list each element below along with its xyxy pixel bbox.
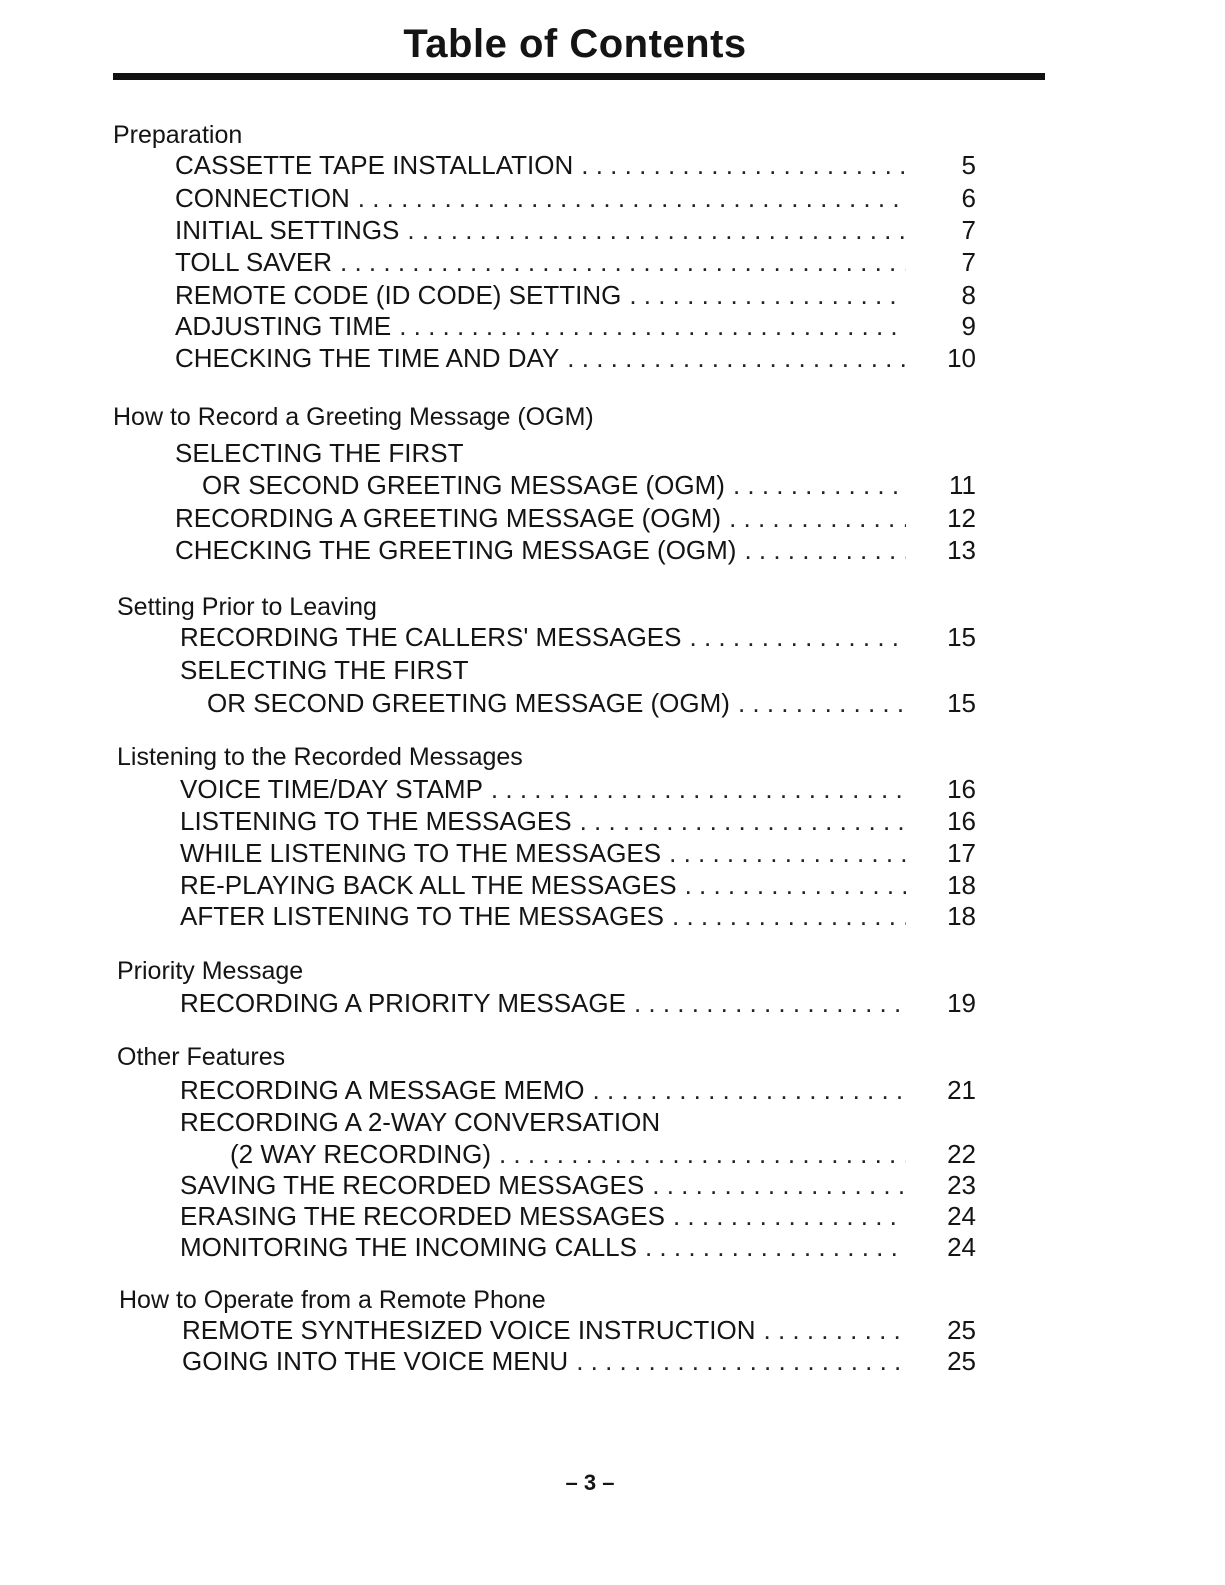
leader-dots (580, 806, 906, 837)
leader-dots (407, 215, 906, 246)
leader-dots (358, 183, 906, 214)
toc-entry-label: CHECKING THE TIME AND DAY (175, 343, 560, 373)
toc-entry-label: INITIAL SETTINGS (175, 215, 400, 245)
leader-dots (567, 343, 906, 374)
toc-entry[interactable] (182, 1315, 990, 1347)
toc-entry[interactable] (207, 688, 990, 720)
page-title: Table of Contents (403, 22, 747, 66)
toc-entry-page: 17 (947, 838, 976, 868)
toc-entry[interactable] (180, 622, 990, 654)
leader-dots (576, 1346, 906, 1377)
leader-dots (634, 988, 906, 1019)
toc-entry[interactable] (175, 183, 990, 215)
toc-entry[interactable] (180, 774, 990, 806)
leader-dots (499, 1139, 906, 1170)
toc-entry-label: RECORDING A MESSAGE MEMO (180, 1075, 585, 1105)
toc-entry-page: 23 (947, 1170, 976, 1200)
toc-entry[interactable] (202, 470, 990, 502)
leader-dots (645, 1232, 906, 1263)
toc-entry-label: GOING INTO THE VOICE MENU (182, 1346, 569, 1376)
toc-entry-page: 25 (947, 1315, 976, 1345)
toc-entry-label: (2 WAY RECORDING) (230, 1139, 491, 1169)
toc-entry-page: 8 (961, 280, 976, 310)
leader-dots (593, 1075, 906, 1106)
leader-dots (764, 1315, 907, 1346)
section-heading-remote: How to Operate from a Remote Phone (119, 1286, 546, 1314)
leader-dots (399, 311, 906, 342)
leader-dots (581, 150, 906, 181)
leader-dots (690, 622, 907, 653)
toc-entry-label: ERASING THE RECORDED MESSAGES (180, 1201, 665, 1231)
toc-entry-label: MONITORING THE INCOMING CALLS (180, 1232, 637, 1262)
section-heading-greeting: How to Record a Greeting Message (OGM) (113, 403, 594, 431)
leader-dots (738, 688, 906, 719)
toc-entry-label: TOLL SAVER (175, 247, 333, 277)
toc-entry-page: 15 (947, 622, 976, 652)
toc-entry-page: 18 (947, 870, 976, 900)
leader-dots (673, 1201, 906, 1232)
toc-entry-label: WHILE LISTENING TO THE MESSAGES (180, 838, 662, 868)
leader-dots (491, 774, 906, 805)
toc-entry-label: RECORDING THE CALLERS' MESSAGES (180, 622, 682, 652)
toc-entry[interactable] (175, 535, 990, 567)
toc-entry-page: 11 (949, 470, 976, 500)
toc-entry[interactable] (175, 247, 990, 279)
leader-dots (340, 247, 906, 278)
toc-entry-label: ADJUSTING TIME (175, 311, 392, 341)
toc-entry-page: 13 (947, 535, 976, 565)
toc-entry-label: RECORDING A PRIORITY MESSAGE (180, 988, 626, 1018)
section-heading-leaving: Setting Prior to Leaving (117, 593, 377, 621)
toc-entry[interactable] (175, 311, 990, 343)
toc-entry-label: VOICE TIME/DAY STAMP (180, 774, 483, 804)
toc-entry-page: 6 (961, 183, 976, 213)
toc-entry-first-line: SELECTING THE FIRST (175, 438, 464, 468)
toc-entry[interactable] (175, 503, 990, 535)
toc-entry-page: 10 (947, 343, 976, 373)
toc-entry-label: RECORDING A GREETING MESSAGE (OGM) (175, 503, 722, 533)
toc-entry[interactable] (180, 901, 990, 933)
leader-dots (729, 503, 906, 534)
toc-entry-page: 16 (947, 806, 976, 836)
toc-entry-first-line: SELECTING THE FIRST (180, 655, 469, 685)
toc-entry-first-line: RECORDING A 2-WAY CONVERSATION (180, 1107, 661, 1137)
section-heading-listening: Listening to the Recorded Messages (117, 743, 523, 771)
toc-entry[interactable] (182, 1346, 990, 1378)
toc-entry[interactable] (180, 838, 990, 870)
toc-entry[interactable] (180, 1201, 990, 1233)
toc-entry-page: 22 (947, 1139, 976, 1169)
toc-entry-label: AFTER LISTENING TO THE MESSAGES (180, 901, 664, 931)
toc-entry[interactable] (175, 215, 990, 247)
toc-entry-label: LISTENING TO THE MESSAGES (180, 806, 572, 836)
toc-entry-label: SAVING THE RECORDED MESSAGES (180, 1170, 645, 1200)
leader-dots (733, 470, 906, 501)
toc-entry-label: CONNECTION (175, 183, 350, 213)
toc-entry[interactable] (180, 806, 990, 838)
toc-entry-page: 18 (947, 901, 976, 931)
toc-entry[interactable] (180, 988, 990, 1020)
toc-entry-page: 19 (947, 988, 976, 1018)
leader-dots (744, 535, 906, 566)
section-heading-other: Other Features (117, 1043, 286, 1071)
toc-entry-page: 25 (947, 1346, 976, 1376)
toc-entry-page: 24 (947, 1232, 976, 1262)
toc-entry-page: 7 (961, 215, 976, 245)
leader-dots (629, 280, 906, 311)
toc-entry-page: 16 (947, 774, 976, 804)
toc-entry-label: REMOTE SYNTHESIZED VOICE INSTRUCTION (182, 1315, 756, 1345)
toc-entry[interactable] (175, 280, 990, 312)
leader-dots (685, 870, 906, 901)
toc-entry-label: REMOTE CODE (ID CODE) SETTING (175, 280, 622, 310)
section-heading-preparation: Preparation (113, 121, 243, 149)
section-heading-priority: Priority Message (117, 957, 304, 985)
leader-dots (652, 1170, 906, 1201)
toc-entry-label: OR SECOND GREETING MESSAGE (OGM) (202, 470, 725, 500)
leader-dots (672, 901, 906, 932)
toc-entry-page: 21 (947, 1075, 976, 1105)
toc-entry-label: OR SECOND GREETING MESSAGE (OGM) (207, 688, 730, 718)
toc-entry[interactable] (175, 343, 990, 375)
leader-dots (669, 838, 906, 869)
toc-entry-page: 7 (961, 247, 976, 277)
toc-entry-page: 12 (947, 503, 976, 533)
toc-entry[interactable] (180, 1170, 990, 1202)
toc-entry-page: 15 (947, 688, 976, 718)
toc-entry-page: 24 (947, 1201, 976, 1231)
toc-entry[interactable] (180, 1075, 990, 1107)
toc-entry-page: 5 (961, 150, 976, 180)
toc-entry[interactable] (180, 1232, 990, 1264)
toc-entry-label: RE-PLAYING BACK ALL THE MESSAGES (180, 870, 677, 900)
toc-entry-label: CASSETTE TAPE INSTALLATION (175, 150, 574, 180)
toc-entry[interactable] (175, 150, 990, 182)
toc-entry-page: 9 (961, 311, 976, 341)
toc-entry[interactable] (230, 1139, 990, 1171)
page-number: – 3 – (565, 1470, 615, 1495)
toc-entry-label: CHECKING THE GREETING MESSAGE (OGM) (175, 535, 737, 565)
toc-entry[interactable] (180, 870, 990, 902)
